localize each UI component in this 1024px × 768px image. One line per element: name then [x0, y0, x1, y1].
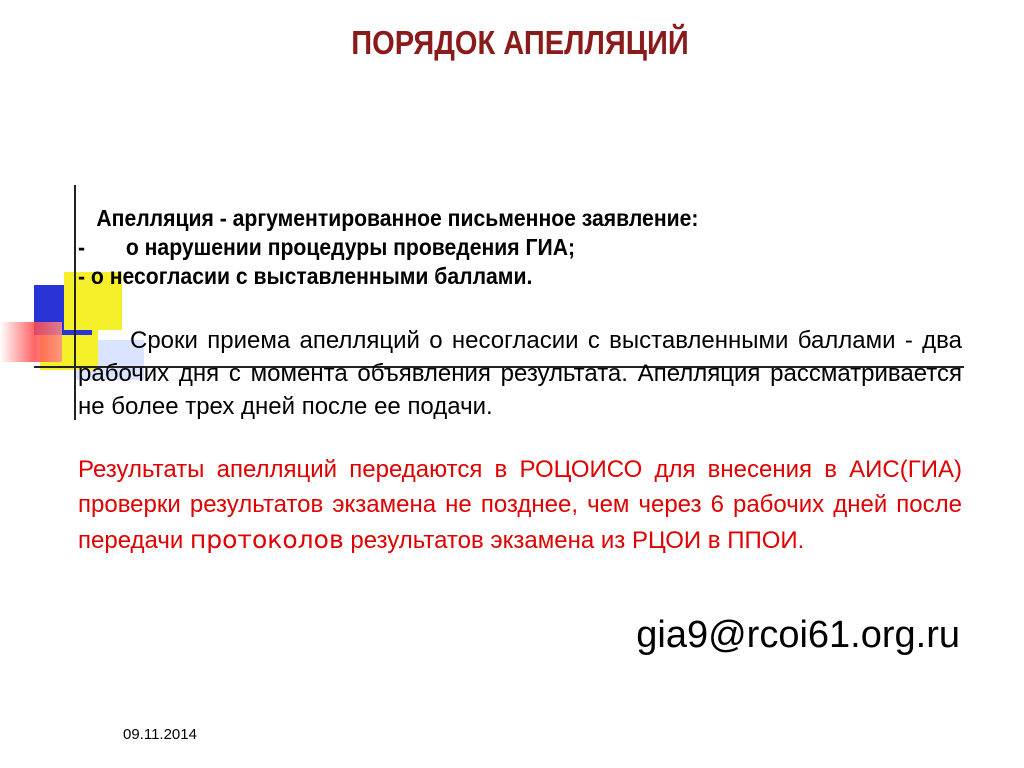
definition-line-3: - о несогласии с выставленными баллами.: [78, 263, 533, 289]
slide-date: 09.11.2014: [123, 726, 197, 743]
decorative-red-bar: [0, 322, 62, 362]
contact-email: gia9@rcoi61.org.ru: [636, 614, 960, 656]
results-text-part1: Результаты апелляций передаются в РОЦОИСО для внесения в АИС(ГИА) проверки результатов экзамена не позднее, чем через 6 рабочих дней после передачи: [78, 456, 962, 554]
slide-title: ПОРЯДОК АПЕЛЛЯЦИЙ: [351, 24, 689, 61]
definition-dash: -: [78, 234, 86, 260]
definition-line-1: Апелляция - аргументированное письменное заявление:: [96, 205, 699, 231]
results-paragraph: [78, 452, 962, 558]
results-text-part2: результатов экзамена из РЦОИ в ППОИ.: [350, 527, 805, 554]
deadlines-text: Сроки приема апелляций о несогласии с выставленными баллами - два рабочих дня с момента объявления результата. Апелляция рассматривается не более трех дней после ее подачи.: [78, 327, 962, 420]
decorative-vertical-line: [74, 185, 76, 420]
definition-line-2-text: о нарушении процедуры проведения ГИА;: [125, 234, 576, 260]
results-emphasis: протоколов: [189, 525, 344, 554]
appeal-definition: [78, 204, 961, 291]
definition-line-2: [78, 233, 961, 262]
deadlines-paragraph: [78, 324, 962, 423]
